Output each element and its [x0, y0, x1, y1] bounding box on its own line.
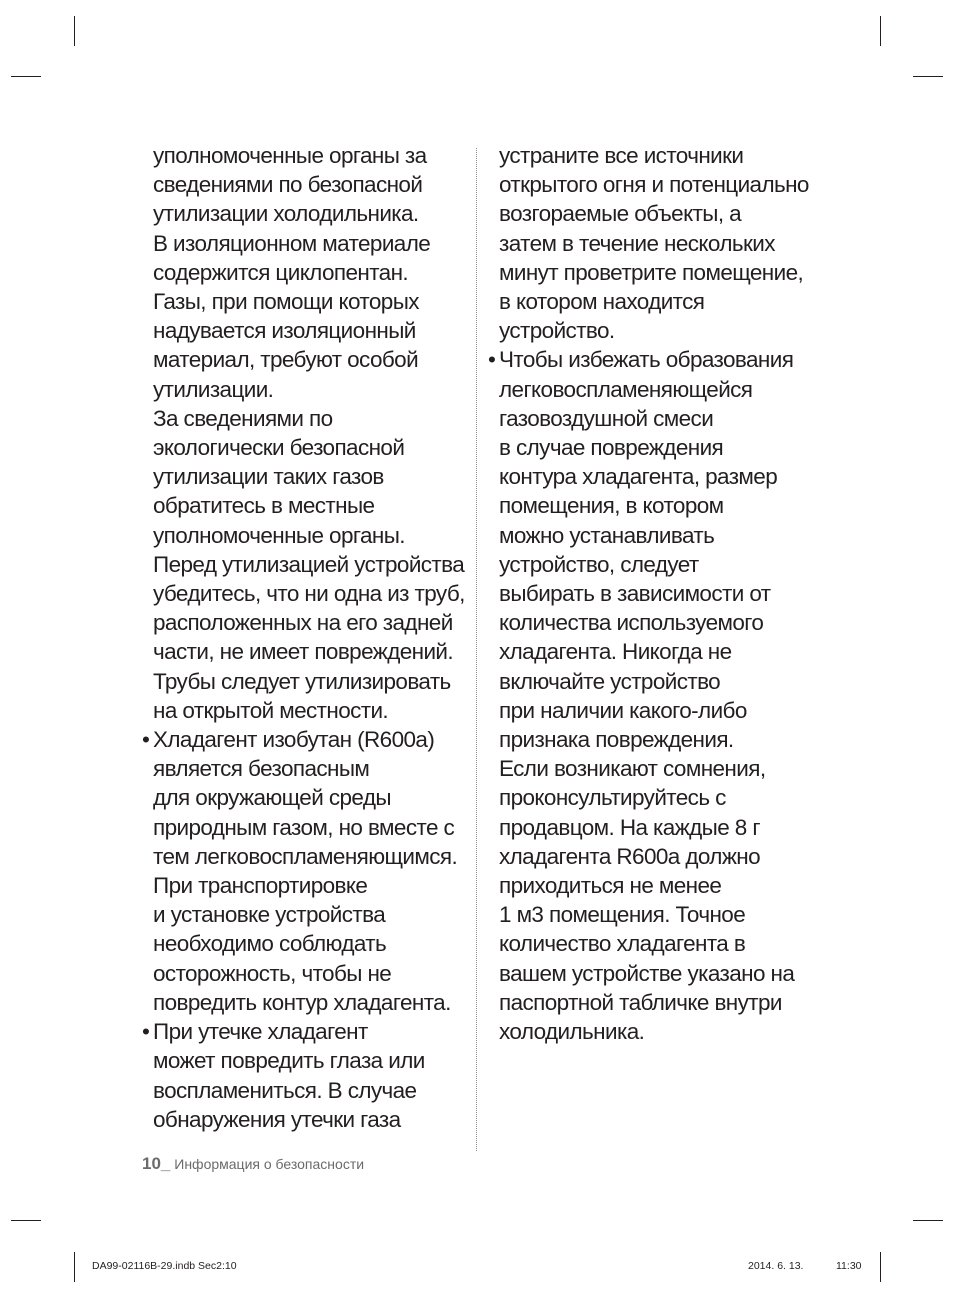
text-line	[499, 637, 819, 666]
line-text: материал, требуют особой	[153, 347, 419, 373]
line-text: повредить контур хладагента.	[153, 989, 451, 1015]
text-line	[499, 462, 819, 491]
line-text: части, не имеет повреждений.	[153, 639, 454, 665]
text-line	[499, 754, 819, 783]
line-text: тем легковоспламеняющимся.	[153, 843, 458, 869]
text-line	[153, 375, 473, 404]
line-text: устройство.	[499, 318, 615, 344]
text-line	[499, 433, 819, 462]
slug-file: DA99-02116B-29.indb Sec2:10	[92, 1260, 237, 1272]
text-line	[499, 959, 819, 988]
text-line	[153, 258, 473, 287]
text-line	[499, 375, 819, 404]
line-text: количества используемого	[499, 610, 764, 636]
line-text: 1 м3 помещения. Точное	[499, 902, 746, 928]
line-text: количество хладагента в	[499, 931, 746, 957]
line-text: хладагента R600a должно	[499, 843, 761, 869]
text-line	[153, 1046, 473, 1075]
text-line	[499, 929, 819, 958]
line-text: Если возникают сомнения,	[499, 756, 766, 782]
text-line	[153, 345, 473, 374]
line-text: затем в течение нескольких	[499, 230, 775, 256]
line-text: включайте устройство	[499, 668, 721, 694]
text-line	[153, 199, 473, 228]
line-text: При транспортировке	[153, 873, 368, 899]
line-text: в случае повреждения	[499, 435, 724, 461]
line-text: вашем устройстве указано на	[499, 960, 795, 986]
bullet-icon: •	[488, 347, 496, 373]
line-text: устройство, следует	[499, 551, 699, 577]
crop-mark-bottom-left	[74, 1252, 75, 1282]
line-text: выбирать в зависимости от	[499, 581, 771, 607]
crop-mark-top-left-h	[11, 76, 41, 77]
line-text: Трубы следует утилизировать	[153, 668, 451, 694]
line-text: В изоляционном материале	[153, 230, 431, 256]
text-line	[153, 404, 473, 433]
text-line	[499, 316, 819, 345]
line-text: в котором находится	[499, 289, 705, 315]
line-text: экологически безопасной	[153, 435, 405, 461]
text-line	[153, 170, 473, 199]
text-line	[499, 988, 819, 1017]
line-text: воспламениться. В случае	[153, 1077, 417, 1103]
text-line	[153, 1076, 473, 1105]
text-line	[153, 929, 473, 958]
line-text: признака повреждения.	[499, 727, 734, 753]
text-line	[499, 667, 819, 696]
text-line	[499, 871, 819, 900]
page-number: 10_	[142, 1154, 171, 1173]
line-text: проконсультируйтесь с	[499, 785, 726, 811]
text-line	[499, 521, 819, 550]
line-text: холодильника.	[499, 1019, 645, 1045]
text-line	[499, 550, 819, 579]
text-line	[153, 696, 473, 725]
text-line	[153, 900, 473, 929]
text-line	[499, 199, 819, 228]
text-line	[153, 141, 473, 170]
line-text: утилизации холодильника.	[153, 201, 419, 227]
line-text: при наличии какого-либо	[499, 697, 747, 723]
text-line	[153, 433, 473, 462]
page-footer	[142, 1154, 364, 1174]
line-text: может повредить глаза или	[153, 1048, 425, 1074]
crop-mark-bottom-right-h	[913, 1220, 943, 1221]
text-line	[153, 462, 473, 491]
text-line	[153, 871, 473, 900]
text-line	[499, 842, 819, 871]
line-text: надувается изоляционный	[153, 318, 416, 344]
line-text: минут проветрите помещение,	[499, 259, 804, 285]
text-line	[499, 579, 819, 608]
line-text: уполномоченные органы.	[153, 522, 405, 548]
line-text: расположенных на его задней	[153, 610, 453, 636]
text-line	[153, 1105, 473, 1134]
slug-time: 11:30	[836, 1260, 862, 1272]
text-line	[153, 579, 473, 608]
line-text: можно устанавливать	[499, 522, 715, 548]
line-text: паспортной табличке внутри	[499, 989, 782, 1015]
line-text: помещения, в котором	[499, 493, 724, 519]
line-text: хладагента. Никогда не	[499, 639, 732, 665]
text-line	[499, 783, 819, 812]
line-text: для окружающей среды	[153, 785, 391, 811]
text-line	[153, 608, 473, 637]
text-line	[153, 521, 473, 550]
line-text: содержится циклопентан.	[153, 259, 409, 285]
line-text: природным газом, но вместе с	[153, 814, 455, 840]
line-text: Перед утилизацией устройства	[153, 551, 465, 577]
section-title: Информация о безопасности	[174, 1156, 365, 1172]
crop-mark-top-right-h	[913, 76, 943, 77]
text-line	[499, 141, 819, 170]
text-line	[499, 258, 819, 287]
text-line	[153, 491, 473, 520]
line-text: утилизации таких газов	[153, 464, 384, 490]
text-line	[499, 900, 819, 929]
line-text: легковоспламеняющейся	[499, 376, 753, 402]
left-text-column	[142, 141, 473, 1134]
text-line	[153, 667, 473, 696]
crop-mark-bottom-right	[880, 1252, 881, 1282]
line-text: устраните все источники	[499, 143, 744, 168]
bullet-icon: •	[142, 1019, 150, 1045]
line-text: и установке устройства	[153, 902, 386, 928]
text-line	[499, 404, 819, 433]
text-line	[153, 754, 473, 783]
text-line	[499, 229, 819, 258]
text-line	[153, 287, 473, 316]
text-line	[499, 608, 819, 637]
text-line	[153, 988, 473, 1017]
text-line	[499, 813, 819, 842]
slug-date: 2014. 6. 13.	[748, 1260, 804, 1272]
line-text: обнаружения утечки газа	[153, 1106, 401, 1132]
line-text: осторожность, чтобы не	[153, 960, 392, 986]
crop-mark-top-right	[880, 16, 881, 46]
crop-mark-bottom-left-h	[11, 1220, 41, 1221]
text-line	[153, 637, 473, 666]
line-text: убедитесь, что ни одна из труб,	[153, 581, 465, 607]
bullet-line	[142, 725, 473, 754]
text-line	[499, 725, 819, 754]
line-text: уполномоченные органы за	[153, 143, 427, 168]
line-text: обратитесь в местные	[153, 493, 375, 519]
text-line	[153, 229, 473, 258]
line-text: на открытой местности.	[153, 697, 389, 723]
line-text: При утечке хладагент	[153, 1019, 368, 1045]
text-line	[499, 1017, 819, 1046]
text-line	[499, 170, 819, 199]
text-line	[499, 491, 819, 520]
line-text: Газы, при помощи которых	[153, 289, 419, 315]
right-text-column	[488, 141, 819, 1046]
text-line	[153, 316, 473, 345]
line-text: приходиться не менее	[499, 873, 722, 899]
line-text: возгораемые объекты, а	[499, 201, 742, 227]
column-divider	[476, 148, 477, 1151]
line-text: продавцом. На каждые 8 г	[499, 814, 760, 840]
text-line	[153, 842, 473, 871]
line-text: сведениями по безопасной	[153, 172, 423, 198]
text-line	[499, 287, 819, 316]
line-text: За сведениями по	[153, 405, 333, 431]
line-text: открытого огня и потенциально	[499, 172, 809, 198]
line-text: необходимо соблюдать	[153, 931, 387, 957]
line-text: является безопасным	[153, 756, 370, 782]
text-line	[153, 959, 473, 988]
line-text: Чтобы избежать образования	[499, 347, 794, 373]
bullet-icon: •	[142, 727, 150, 753]
text-line	[499, 696, 819, 725]
crop-mark-top-left	[74, 16, 75, 46]
line-text: утилизации.	[153, 376, 274, 402]
bullet-line	[488, 345, 819, 374]
text-line	[153, 783, 473, 812]
text-line	[153, 813, 473, 842]
line-text: газовоздушной смеси	[499, 405, 714, 431]
line-text: Хладагент изобутан (R600a)	[153, 727, 435, 753]
bullet-line	[142, 1017, 473, 1046]
text-line	[153, 550, 473, 579]
line-text: контура хладагента, размер	[499, 464, 778, 490]
